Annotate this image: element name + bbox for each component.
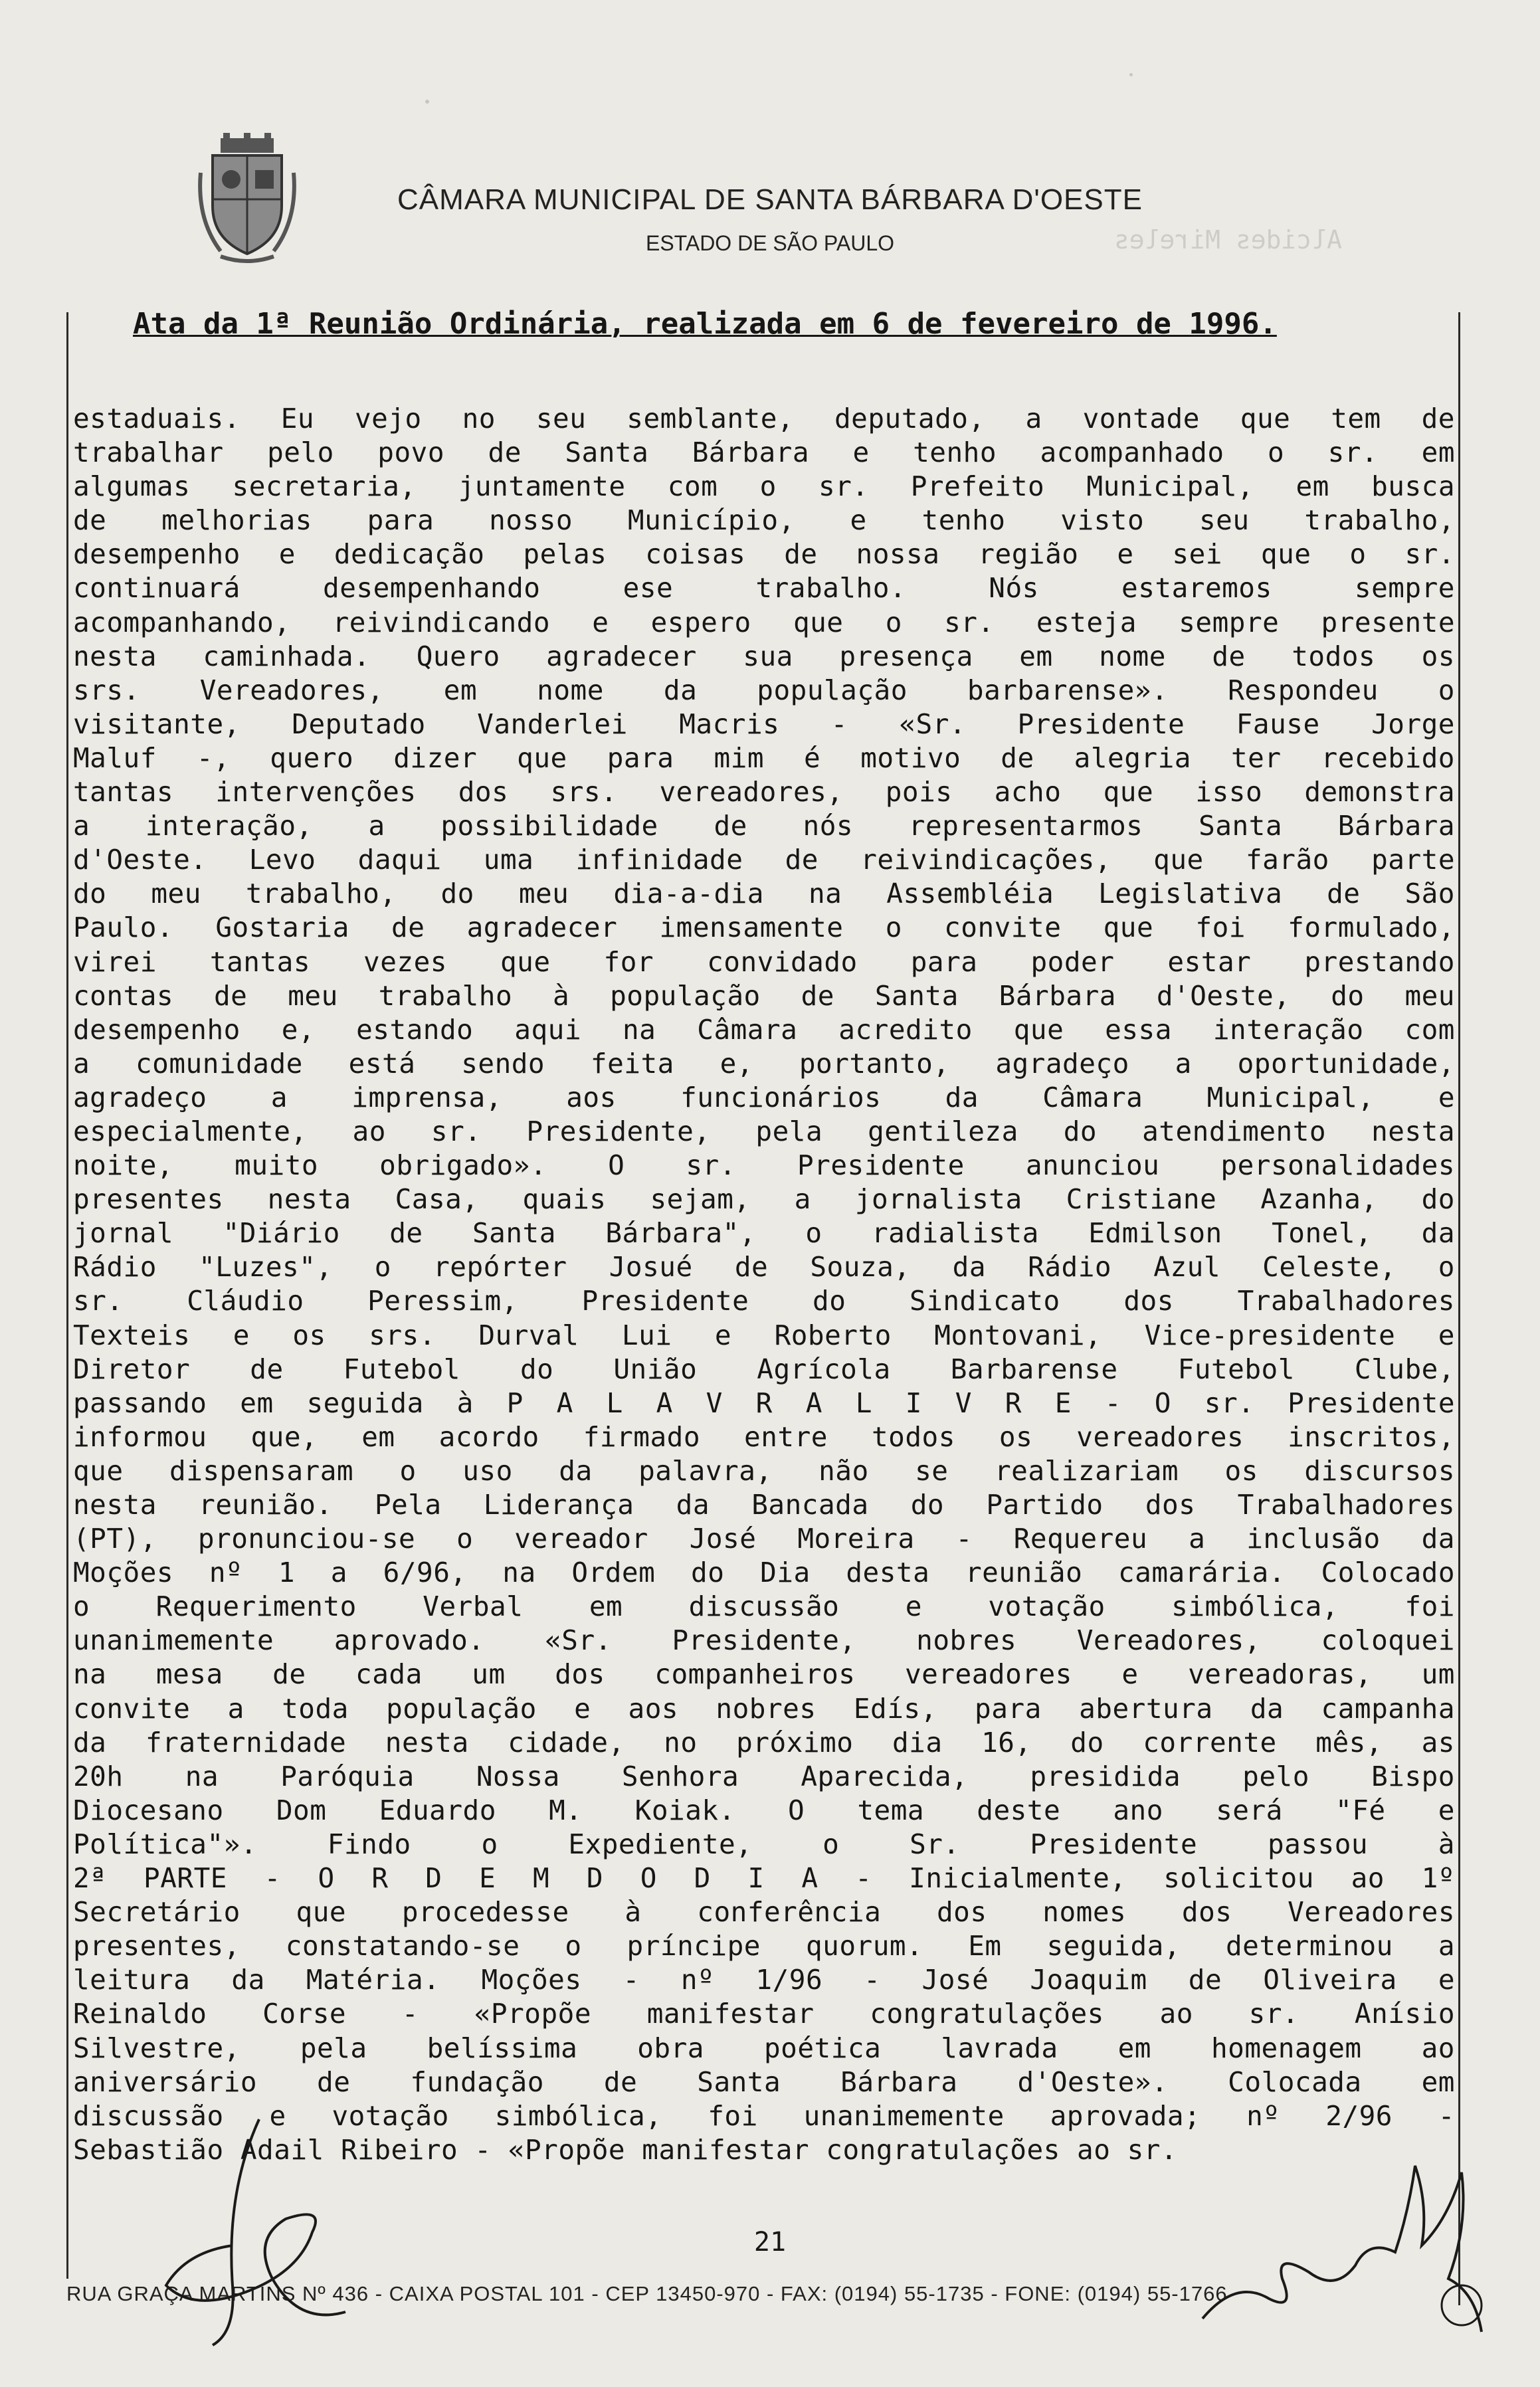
body-line: virei tantas vezes que for convidado para poder estar prestando: [73, 945, 1455, 978]
body-line: sr. Cláudio Peressim, Presidente do Sindicato dos Trabalhadores: [73, 1285, 1455, 1317]
body-line: tantas intervenções dos srs. vereadores, pois acho que isso demonstra: [73, 776, 1455, 809]
body-line: a comunidade está sendo feita e, portanto, agradeço a oportunidade,: [73, 1047, 1455, 1080]
left-margin-rule: [66, 312, 68, 2279]
body-line: 20h na Paróquia Nossa Senhora Aparecida, presidida pelo Bispo: [73, 1760, 1455, 1792]
body-line: unanimemente aprovado. «Sr. Presidente, nobres Vereadores, coloquei: [73, 1624, 1455, 1657]
body-line: algumas secretaria, juntamente com o sr. Prefeito Municipal, em busca: [73, 470, 1455, 503]
body-line: o Requerimento Verbal em discussão e votação simbólica, foi: [73, 1590, 1455, 1623]
right-margin-rule: [1458, 312, 1460, 2305]
body-line: do meu trabalho, do meu dia-a-dia na Assembléia Legislativa de São: [73, 878, 1455, 910]
body-line: na mesa de cada um dos companheiros vereadores e vereadoras, um: [73, 1658, 1455, 1691]
body-line: acompanhando, reivindicando e espero que o sr. esteja sempre presente: [73, 606, 1455, 638]
body-line: Diretor de Futebol do União Agrícola Barbarense Futebol Clube,: [73, 1353, 1455, 1385]
body-line: srs. Vereadores, em nome da população barbarense». Respondeu o: [73, 674, 1455, 706]
body-line: Reinaldo Corse - «Propõe manifestar congratulações ao sr. Anísio: [73, 1998, 1455, 2030]
bleed-through-line: Alcides Mireles: [1113, 225, 1342, 254]
body-line: convite a toda população e aos nobres Edís, para abertura da campanha: [73, 1692, 1455, 1725]
body-line: da fraternidade nesta cidade, no próximo dia 16, do corrente mês, as: [73, 1726, 1455, 1759]
body-line: passando em seguida à P A L A V R A L I V R E - O sr. Presidente: [73, 1386, 1455, 1419]
body-line: Rádio "Luzes", o repórter Josué de Souza, da Rádio Azul Celeste, o: [73, 1251, 1455, 1284]
body-line: estaduais. Eu vejo no seu semblante, deputado, a vontade que tem de: [73, 403, 1455, 434]
scan-speck: [1129, 73, 1133, 76]
body-line: agradeço a imprensa, aos funcionários da Câmara Municipal, e: [73, 1081, 1455, 1113]
signature-right-icon: [1196, 2146, 1488, 2345]
body-line: leitura da Matéria. Moções - nº 1/96 - José Joaquim de Oliveira e: [73, 1964, 1455, 1996]
minutes-body: [73, 402, 1455, 2167]
body-line: desempenho e, estando aqui na Câmara acredito que essa interação com: [73, 1013, 1455, 1046]
body-line: presentes, constatando-se o príncipe quorum. Em seguida, determinou a: [73, 1930, 1455, 1962]
body-line: contas de meu trabalho à população de Santa Bárbara d'Oeste, do meu: [73, 979, 1455, 1012]
minutes-title: Ata da 1ª Reunião Ordinária, realizada em 6 de fevereiro de 1996.: [133, 307, 1277, 341]
body-line: discussão e votação simbólica, foi unanimemente aprovada; nº 2/96 -: [73, 2099, 1455, 2132]
body-line: nesta caminhada. Quero agradecer sua presença em nome de todos os: [73, 640, 1455, 672]
body-line: Paulo. Gostaria de agradecer imensamente o convite que foi formulado,: [73, 911, 1455, 944]
scan-speck: [425, 100, 429, 104]
body-line: desempenho e dedicação pelas coisas de nossa região e sei que o sr.: [73, 538, 1455, 571]
page-number: 21: [753, 2227, 787, 2257]
body-line: a interação, a possibilidade de nós representarmos Santa Bárbara: [73, 810, 1455, 842]
body-line: continuará desempenhando ese trabalho. Nós estaremos sempre: [73, 572, 1455, 605]
body-line: Política"». Findo o Expediente, o Sr. Presidente passou à: [73, 1828, 1455, 1860]
body-line: visitante, Deputado Vanderlei Macris - «Sr. Presidente Fause Jorge: [73, 708, 1455, 740]
address-footer: RUA GRAÇA MARTINS Nº 436 - CAIXA POSTAL 101 - CEP 13450-970 - FAX: (0194) 55-1735 - FONE: (0194) 55-1766: [66, 2282, 1228, 2305]
body-line: Moções nº 1 a 6/96, na Ordem do Dia desta reunião camarária. Colocado: [73, 1557, 1455, 1589]
body-line: presentes nesta Casa, quais sejam, a jornalista Cristiane Azanha, do: [73, 1183, 1455, 1216]
body-line: especialmente, ao sr. Presidente, pela gentileza do atendimento nesta: [73, 1115, 1455, 1147]
body-line: noite, muito obrigado». O sr. Presidente anunciou personalidades: [73, 1149, 1455, 1182]
institution-name: CÂMARA MUNICIPAL DE SANTA BÁRBARA D'OESTE: [397, 183, 1143, 216]
body-line: informou que, em acordo firmado entre todos os vereadores inscritos,: [73, 1420, 1455, 1453]
body-line: trabalhar pelo povo de Santa Bárbara e tenho acompanhado o sr. em: [73, 436, 1455, 469]
institution-state: ESTADO DE SÃO PAULO: [645, 231, 894, 255]
body-line: (PT), pronunciou-se o vereador José Moreira - Requereu a inclusão da: [73, 1523, 1455, 1555]
body-line: Secretário que procedesse à conferência dos nomes dos Vereadores: [73, 1896, 1455, 1929]
body-line: de melhorias para nosso Município, e tenho visto seu trabalho,: [73, 504, 1455, 537]
signature-left-icon: [146, 2113, 372, 2352]
body-line: 2ª PARTE - O R D E M D O D I A - Inicialmente, solicitou ao 1º: [73, 1862, 1455, 1895]
body-line: que dispensaram o uso da palavra, não se realizariam os discursos: [73, 1454, 1455, 1487]
body-line: Texteis e os srs. Durval Lui e Roberto Montovani, Vice-presidente e: [73, 1319, 1455, 1351]
body-line: Sebastião Adail Ribeiro - «Propõe manifestar congratulações ao sr.: [73, 2133, 1178, 2166]
body-line: aniversário de fundação de Santa Bárbara d'Oeste». Colocada em: [73, 2065, 1455, 2098]
body-line: d'Oeste. Levo daqui uma infinidade de reivindicações, que farão parte: [73, 844, 1455, 876]
body-line: Diocesano Dom Eduardo M. Koiak. O tema deste ano será "Fé e: [73, 1794, 1455, 1826]
body-line: Maluf -, quero dizer que para mim é motivo de alegria ter recebido: [73, 741, 1455, 774]
body-line: nesta reunião. Pela Liderança da Bancada do Partido dos Trabalhadores: [73, 1489, 1455, 1521]
body-line: Silvestre, pela belíssima obra poética lavrada em homenagem ao: [73, 2032, 1455, 2064]
body-line: jornal "Diário de Santa Bárbara", o radialista Edmilson Tonel, da: [73, 1217, 1455, 1250]
